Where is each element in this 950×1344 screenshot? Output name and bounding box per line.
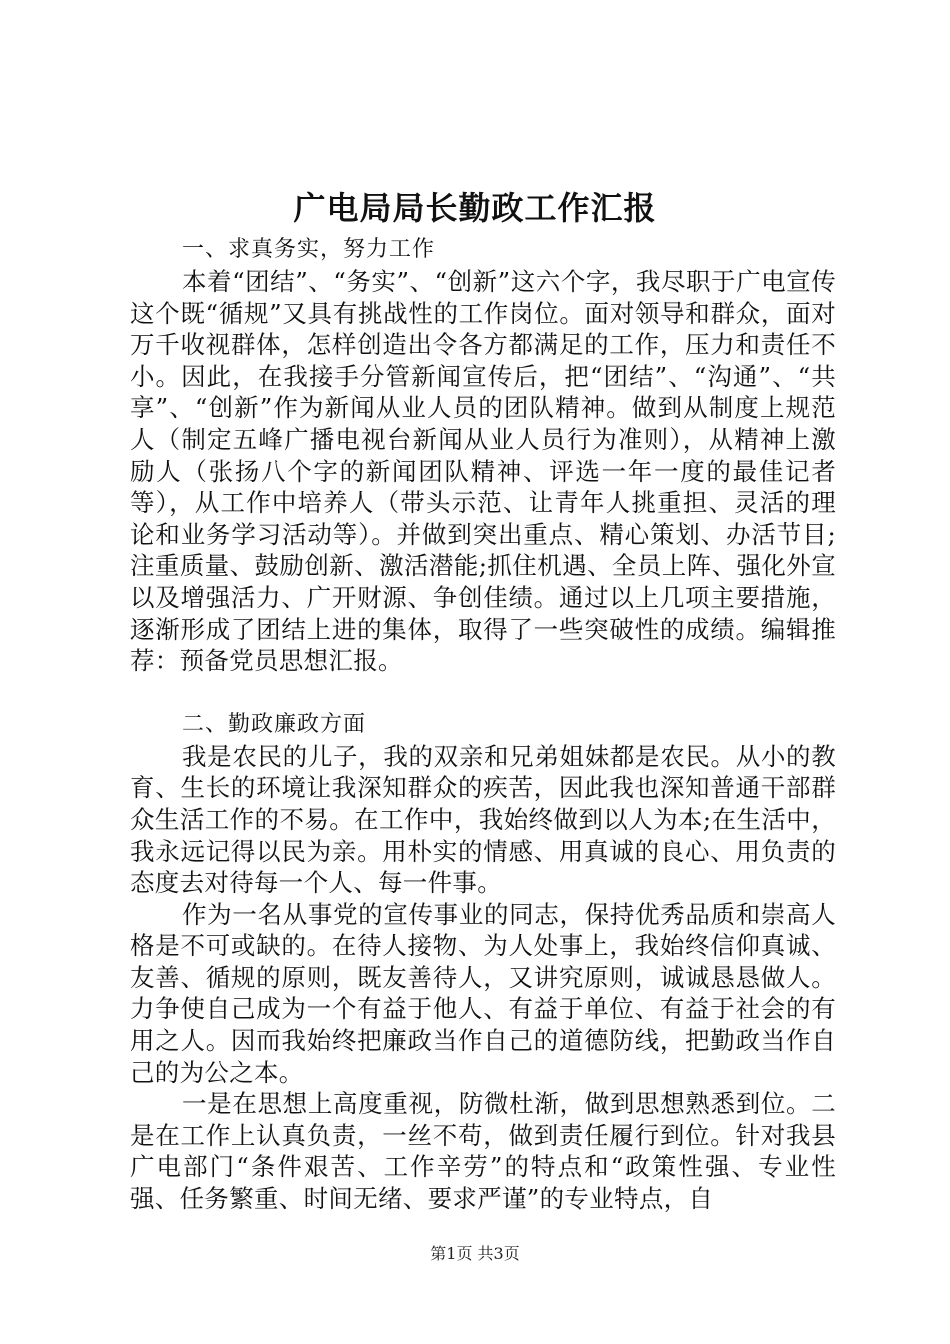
paragraph: 我是农民的儿子，我的双亲和兄弟姐妹都是农民。从小的教育、生长的环境让我深知群众的疾苦，因此我也深知普通干部群众生活工作的不易。在工作中，我始终做到以人为本;在生活中，我永远记得以民为亲。用朴实的情感、用真诚的良心、用负责的态度去对待每一个人、每一件事。 <box>130 741 836 898</box>
document-title: 广电局局长勤政工作汇报 <box>293 189 657 227</box>
section-heading-1: 一、求真务实，努力工作 <box>182 237 436 262</box>
page-footer: 第1页 共3页 <box>430 1244 520 1263</box>
paragraph: 本着“团结”、“务实”、“创新”这六个字，我尽职于广电宣传这个既“循规”又具有挑战性的工作岗位。面对领导和群众，面对万千收视群体，怎样创造出令各方都满足的工作，压力和责任不小。因此，在我接手分管新闻宣传后，把“团结”、“沟通”、“共享”、“创新”作为新闻从业人员的团队精神。做到从制度上规范人（制定五峰广播电视台新闻从业人员行为准则），从精神上激励人（张扬八个字的新闻团队精神、评选一年一度的最佳记者等），从工作中培养人（带头示范、让青年人挑重担、灵活的理论和业务学习活动等）。并做到突出重点、精心策划、办活节目;注重质量、鼓励创新、激活潜能;抓住机遇、全员上阵、强化外宣以及增强活力、广开财源、争创佳绩。通过以上几项主要措施，逐渐形成了团结上进的集体，取得了一些突破性的成绩。编辑推荐：预备党员思想汇报。 <box>130 267 836 676</box>
document-body <box>130 234 836 1215</box>
section-heading-2: 二、勤政廉政方面 <box>182 711 367 737</box>
paragraph-spacer <box>130 677 836 709</box>
paragraph: 作为一名从事党的宣传事业的同志，保持优秀品质和崇高人格是不可或缺的。在待人接物、为人处事上，我始终信仰真诚、友善、循规的原则，既友善待人，又讲究原则，诚诚恳恳做人。力争使自己成为一个有益于他人、有益于单位、有益于社会的有用之人。因而我始终把廉政当作自己的道德防线，把勤政当作自己的为公之本。 <box>130 899 836 1087</box>
paragraph: 一是在思想上高度重视，防微杜渐，做到思想熟悉到位。二是在工作上认真负责，一丝不苟，做到责任履行到位。针对我县广电部门“条件艰苦、工作辛劳”的特点和“政策性强、专业性强、任务繁重、时间无绪、要求严谨”的专业特点，自 <box>130 1089 836 1214</box>
